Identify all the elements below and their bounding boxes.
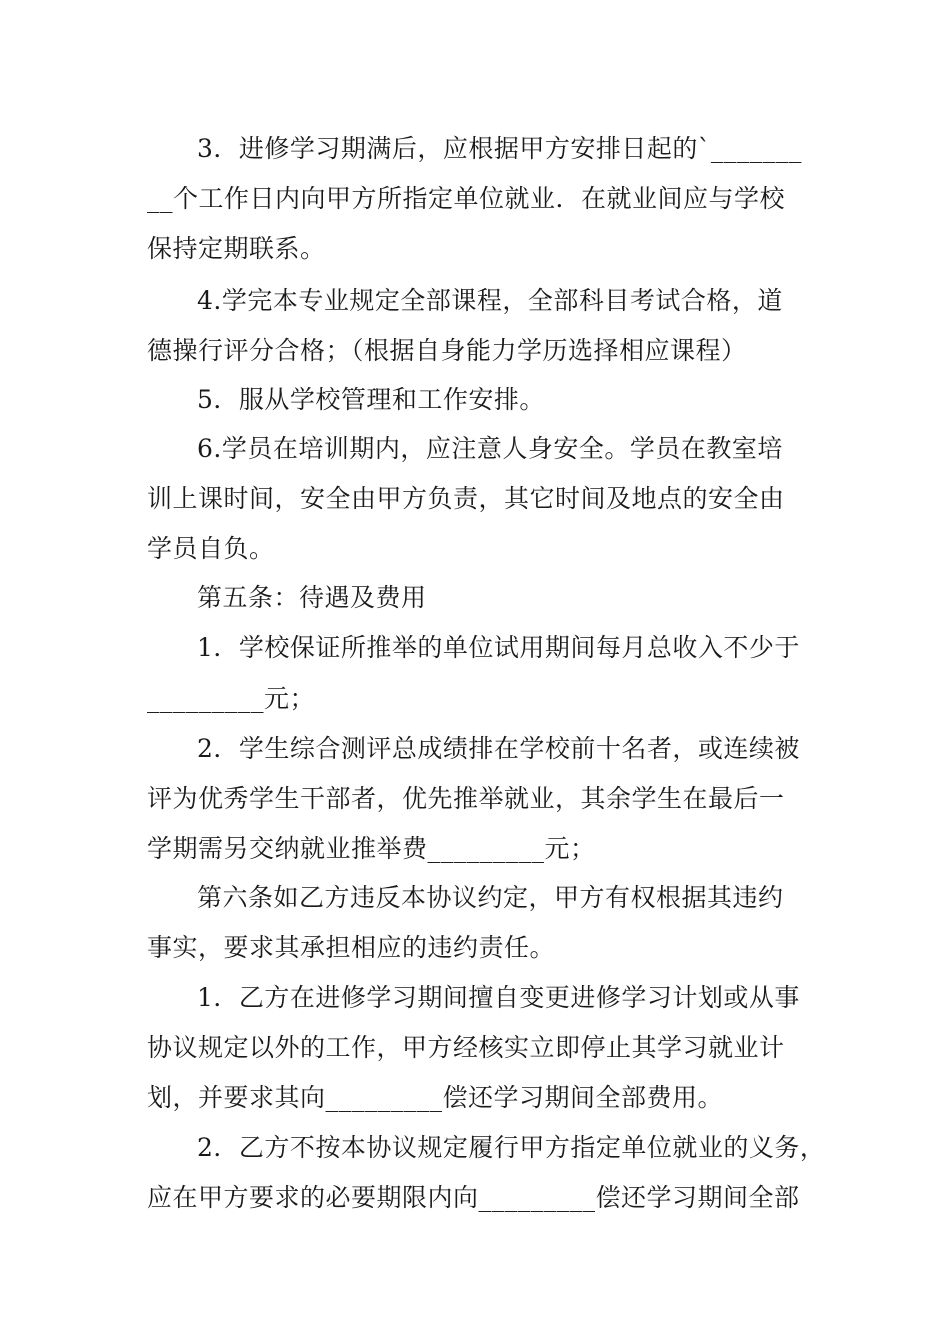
paragraph-6-line-2: 训上课时间，安全由甲方负责，其它时间及地点的安全由: [147, 484, 785, 513]
article-5-heading: 第五条：待遇及费用: [197, 583, 427, 612]
paragraph-3-line-2: __个工作日内向甲方所指定单位就业．在就业间应与学校: [147, 184, 786, 213]
article-6-item-2-line-1: 2．乙方不按本协议规定履行甲方指定单位就业的义务，: [197, 1133, 826, 1162]
article-6-line-2: 事实，要求其承担相应的违约责任。: [147, 933, 556, 962]
paragraph-5-line-1: 5．服从学校管理和工作安排。: [197, 385, 545, 414]
article-6-item-2-line-2: 应在甲方要求的必要期限内向_________偿还学习期间全部: [147, 1183, 800, 1212]
article-5-item-2-line-3: 学期需另交纳就业推举费_________元；: [147, 834, 596, 863]
article-5-item-2-line-1: 2．学生综合测评总成绩排在学校前十名者，或连续被: [197, 734, 800, 763]
paragraph-4-line-2: 德操行评分合格；（根据自身能力学历选择相应课程）: [147, 336, 747, 365]
paragraph-3-line-3: 保持定期联系。: [147, 234, 326, 263]
paragraph-6-line-1: 6.学员在培训期内，应注意人身安全。学员在教室培: [197, 434, 783, 463]
paragraph-6-line-3: 学员自负。: [147, 534, 275, 563]
article-6-item-1-line-3: 划，并要求其向_________偿还学习期间全部费用。: [147, 1083, 724, 1112]
paragraph-4-line-1: 4.学完本专业规定全部课程，全部科目考试合格，道: [197, 286, 783, 315]
article-6-line-1: 第六条如乙方违反本协议约定，甲方有权根据其违约: [197, 883, 784, 912]
article-5-item-1-line-1: 1．学校保证所推举的单位试用期间每月总收入不少于: [197, 633, 800, 662]
article-5-item-1-line-2: _________元；: [147, 684, 316, 713]
paragraph-3-line-1: 3．进修学习期满后，应根据甲方安排日起的`_______: [197, 134, 802, 163]
article-6-item-1-line-2: 协议规定以外的工作，甲方经核实立即停止其学习就业计: [147, 1033, 785, 1062]
article-5-item-2-line-2: 评为优秀学生干部者，优先推举就业，其余学生在最后一: [147, 784, 785, 813]
article-6-item-1-line-1: 1．乙方在进修学习期间擅自变更进修学习计划或从事: [197, 983, 800, 1012]
